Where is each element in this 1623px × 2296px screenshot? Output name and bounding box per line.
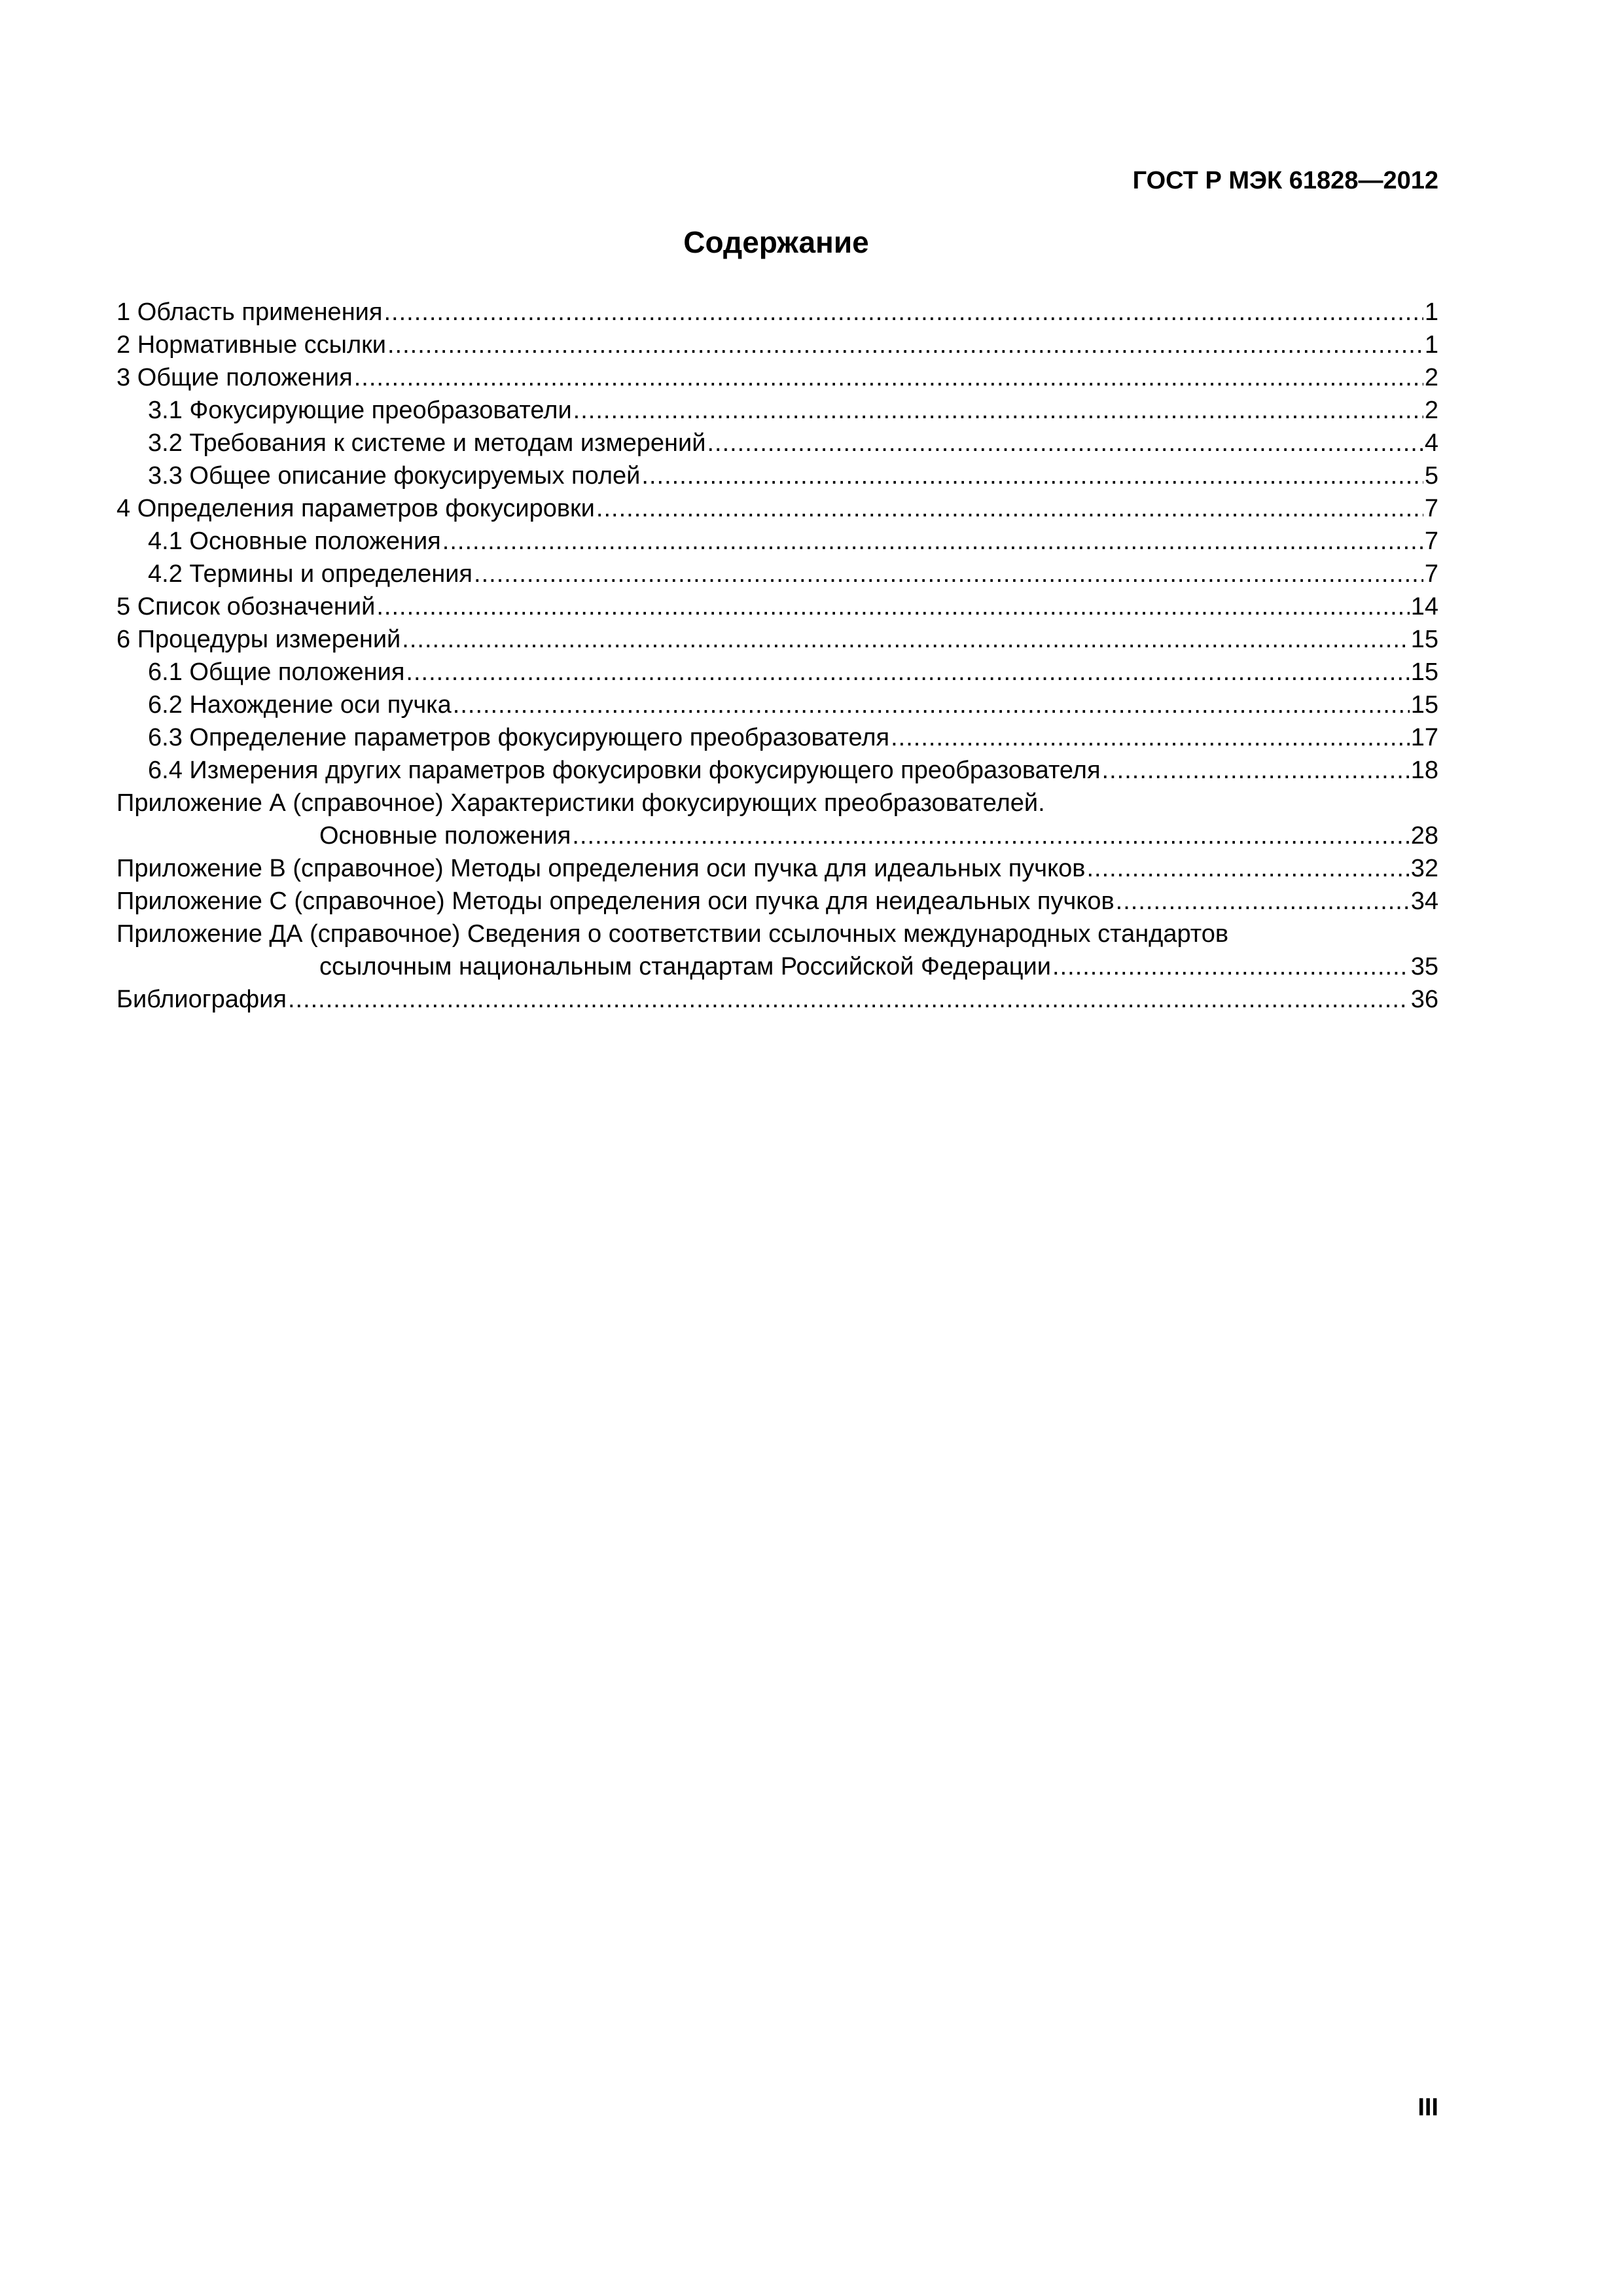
toc-entry-title: Библиография xyxy=(116,986,287,1013)
toc-entry-title: Основные положения xyxy=(319,822,571,850)
toc-entry-page: 15 xyxy=(1410,658,1438,686)
toc-entry-title: Приложение ДА (справочное) Сведения о соответствии ссылочных международных стандартов xyxy=(116,920,1229,948)
dot-leader xyxy=(1116,885,1410,918)
dot-leader xyxy=(354,361,1423,394)
toc-entry-title: 4.1 Основные положения xyxy=(148,528,441,555)
dot-leader xyxy=(406,656,1409,689)
toc-entry[interactable] xyxy=(116,492,1438,525)
page-number: III xyxy=(1418,2094,1438,2121)
toc-entry-page: 2 xyxy=(1424,397,1438,424)
toc-entry[interactable] xyxy=(116,983,1438,1016)
toc-entry-title: 2 Нормативные ссылки xyxy=(116,331,386,359)
toc-entry-page: 1 xyxy=(1424,298,1438,326)
toc-entry-title: 4.2 Термины и определения xyxy=(148,560,473,588)
toc-entry-title: 6 Процедуры измерений xyxy=(116,626,401,653)
toc-entry-page: 7 xyxy=(1424,495,1438,522)
toc-entry-page: 1 xyxy=(1424,331,1438,359)
toc-subentry[interactable] xyxy=(116,754,1438,787)
dot-leader xyxy=(891,721,1410,754)
dot-leader xyxy=(442,525,1423,558)
dot-leader xyxy=(596,492,1423,525)
toc-entry-page: 5 xyxy=(1424,462,1438,490)
toc-entry-page: 36 xyxy=(1410,986,1438,1013)
toc-entry-page: 7 xyxy=(1424,560,1438,588)
toc-entry[interactable] xyxy=(116,787,1438,819)
toc-entry-page: 15 xyxy=(1410,691,1438,719)
toc-entry-page: 4 xyxy=(1424,429,1438,457)
toc-entry[interactable] xyxy=(116,885,1438,918)
toc-entry-title: 1 Область применения xyxy=(116,298,383,326)
toc-subentry[interactable] xyxy=(116,427,1438,459)
toc-entry-page: 17 xyxy=(1410,724,1438,751)
dot-leader xyxy=(1052,950,1410,983)
toc-entry-title: 6.1 Общие положения xyxy=(148,658,405,686)
toc-entry-title: 4 Определения параметров фокусировки xyxy=(116,495,595,522)
toc-entry-page: 34 xyxy=(1410,888,1438,915)
toc-entry-title: 3.3 Общее описание фокусируемых полей xyxy=(148,462,641,490)
toc-entry-page: 7 xyxy=(1424,528,1438,555)
toc-entry-title: 3.1 Фокусирующие преобразователи xyxy=(148,397,572,424)
toc-entry-title: Приложение С (справочное) Методы определения оси пучка для неидеальных пучков xyxy=(116,888,1115,915)
toc-entry-page: 32 xyxy=(1410,855,1438,882)
toc-entry-title: 3.2 Требования к системе и методам измерений xyxy=(148,429,706,457)
toc-entry-title: 3 Общие положения xyxy=(116,364,353,391)
dot-leader xyxy=(707,427,1423,459)
toc-entry-title: 5 Список обозначений xyxy=(116,593,376,620)
dot-leader xyxy=(1086,852,1409,885)
page-title: Содержание xyxy=(683,225,869,259)
dot-leader xyxy=(641,459,1423,492)
toc-entry-page: 2 xyxy=(1424,364,1438,391)
dot-leader xyxy=(387,329,1423,361)
toc-entry[interactable] xyxy=(116,329,1438,361)
toc-entry[interactable] xyxy=(116,590,1438,623)
dot-leader xyxy=(1102,754,1410,787)
toc-subentry[interactable] xyxy=(116,525,1438,558)
toc-entry-title: ссылочным национальным стандартам Российской Федерации xyxy=(319,953,1052,980)
dot-leader xyxy=(572,819,1409,852)
dot-leader xyxy=(402,623,1409,656)
toc-entry-title: Приложение А (справочное) Характеристики фокусирующих преобразователей. xyxy=(116,789,1045,817)
toc-entry-title: 6.4 Измерения других параметров фокусировки фокусирующего преобразователя xyxy=(148,757,1101,784)
dot-leader xyxy=(474,558,1423,590)
dot-leader xyxy=(376,590,1409,623)
toc-entry-continuation[interactable] xyxy=(116,819,1438,852)
table-of-contents xyxy=(116,296,1438,1016)
toc-entry-page: 18 xyxy=(1410,757,1438,784)
toc-entry-page: 35 xyxy=(1410,953,1438,980)
toc-entry[interactable] xyxy=(116,361,1438,394)
toc-entry-title: Приложение В (справочное) Методы определения оси пучка для идеальных пучков xyxy=(116,855,1086,882)
toc-entry[interactable] xyxy=(116,918,1438,950)
toc-entry[interactable] xyxy=(116,623,1438,656)
standard-designation: ГОСТ Р МЭК 61828—2012 xyxy=(1132,167,1438,194)
toc-entry-page: 15 xyxy=(1410,626,1438,653)
dot-leader xyxy=(453,689,1410,721)
toc-subentry[interactable] xyxy=(116,394,1438,427)
toc-entry[interactable] xyxy=(116,852,1438,885)
toc-entry-page: 14 xyxy=(1410,593,1438,620)
dot-leader xyxy=(288,983,1410,1016)
dot-leader xyxy=(383,296,1423,329)
toc-entry-page: 28 xyxy=(1410,822,1438,850)
toc-subentry[interactable] xyxy=(116,721,1438,754)
toc-subentry[interactable] xyxy=(116,656,1438,689)
toc-entry-title: 6.3 Определение параметров фокусирующего преобразователя xyxy=(148,724,890,751)
dot-leader xyxy=(573,394,1423,427)
toc-subentry[interactable] xyxy=(116,689,1438,721)
toc-entry[interactable] xyxy=(116,296,1438,329)
toc-entry-continuation[interactable] xyxy=(116,950,1438,983)
toc-subentry[interactable] xyxy=(116,459,1438,492)
toc-subentry[interactable] xyxy=(116,558,1438,590)
toc-entry-title: 6.2 Нахождение оси пучка xyxy=(148,691,452,719)
